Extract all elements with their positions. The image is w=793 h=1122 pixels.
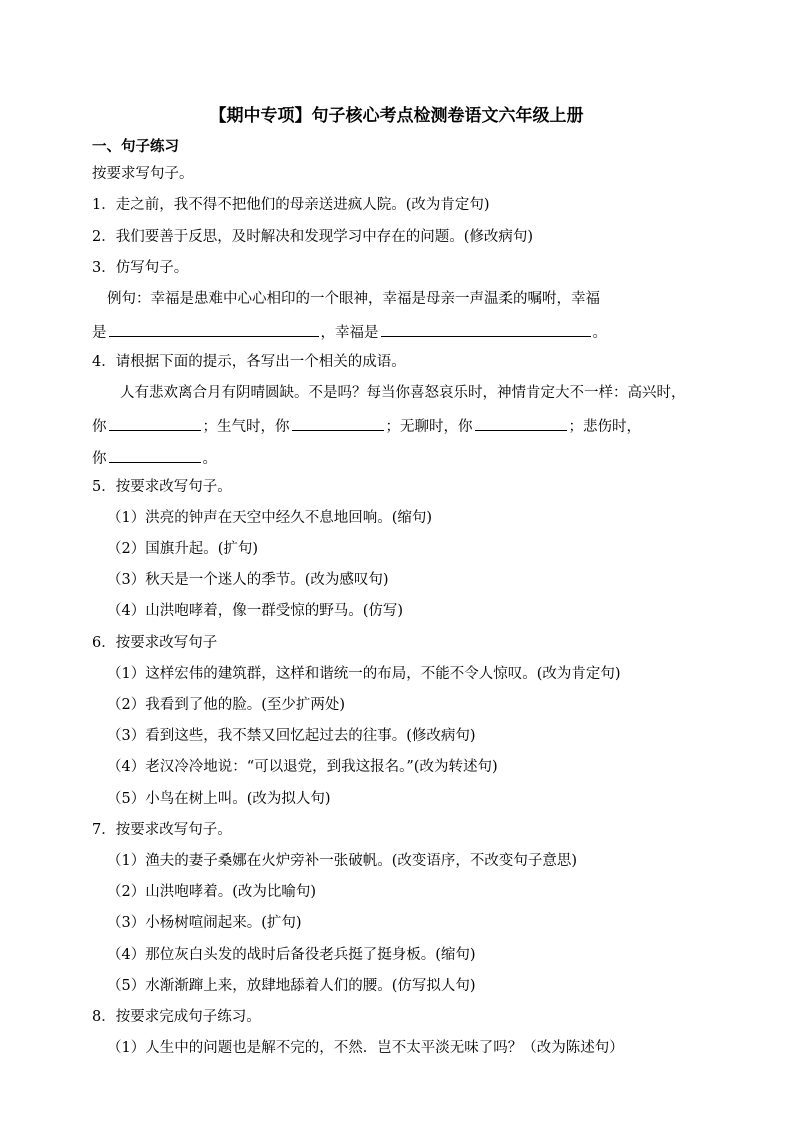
q4-blank-angry[interactable]	[292, 414, 384, 431]
q4-bored-text: ；无聊时，你	[385, 419, 473, 435]
page-title: 【期中专项】句子核心考点检测卷语文六年级上册	[209, 106, 584, 126]
q4-blank-sad[interactable]	[109, 446, 201, 463]
q3-prefix: 是	[92, 325, 107, 341]
question-6-item: （5）小鸟在树上叫。(改为拟人句)	[107, 791, 331, 807]
question-3-stem: 3．仿写句子。	[92, 260, 189, 276]
q4-you-last: 你	[92, 451, 107, 467]
q3-end: 。	[592, 325, 607, 341]
question-6-item: （2）我看到了他的脸。(至少扩两处)	[107, 697, 346, 713]
question-5-stem: 5．按要求改写句子。	[92, 479, 232, 495]
question-5-item: （2）国旗升起。(扩句)	[107, 541, 259, 557]
question-7-item: （2）山洪咆哮着。(改为比喻句)	[107, 884, 317, 900]
q4-blank-bored[interactable]	[475, 414, 567, 431]
question-6-item: （4）老汉冷冷地说：“可以退党，到我这报名。”(改为转述句)	[107, 759, 498, 775]
question-7-item: （1）渔夫的妻子桑娜在火炉旁补一张破帆。(改变语序，不改变句子意思)	[107, 853, 578, 869]
question-6-item: （1）这样宏伟的建筑群，这样和谐统一的布局，不能不令人惊叹。(改为肯定句)	[107, 666, 621, 682]
question-2: 2．我们要善于反思，及时解决和发现学习中存在的问题。(修改病句)	[92, 229, 534, 245]
q4-end: 。	[202, 451, 217, 467]
question-7-item: （4）那位灰白头发的战时后备役老兵挺了挺身板。(缩句)	[107, 947, 476, 963]
q3-blank-2[interactable]	[381, 320, 591, 337]
question-5-item: （3）秋天是一个迷人的季节。(改为感叹句)	[107, 572, 389, 588]
q4-blank-happy[interactable]	[109, 414, 201, 431]
q4-you: 你	[92, 419, 107, 435]
question-4-answer-line-2	[92, 446, 217, 469]
question-3-example: 例句：幸福是患难中心心相印的一个眼神，幸福是母亲一声温柔的嘱咐，幸福	[107, 291, 600, 307]
q3-blank-1[interactable]	[109, 320, 319, 337]
q3-mid: ，幸福是	[320, 325, 379, 341]
question-4-answer-line	[92, 414, 641, 437]
q4-angry-text: ；生气时，你	[202, 419, 290, 435]
instruction: 按要求写句子。	[92, 166, 194, 182]
question-6-stem: 6．按要求改写句子	[92, 635, 218, 651]
question-5-item: （1）洪亮的钟声在天空中经久不息地回响。(缩句)	[107, 510, 433, 526]
question-3-answer-line	[92, 320, 607, 343]
question-4-passage: 人有悲欢离合月有阴晴圆缺。不是吗？每当你喜怒哀乐时，神情肯定大不一样：高兴时，	[120, 385, 686, 401]
q4-sad-text: ；悲伤时，	[568, 419, 641, 435]
question-5-item: （4）山洪咆哮着，像一群受惊的野马。(仿写)	[107, 603, 404, 619]
question-7-item: （5）水渐渐蹿上来，放肆地舔着人们的腰。(仿写拟人句)	[107, 978, 476, 994]
question-8-stem: 8．按要求完成句子练习。	[92, 1009, 261, 1025]
question-7-stem: 7．按要求改写句子。	[92, 822, 232, 838]
question-4-stem: 4．请根据下面的提示，各写出一个相关的成语。	[92, 354, 406, 370]
question-7-item: （3）小杨树喧闹起来。(扩句)	[107, 915, 302, 931]
question-6-item: （3）看到这些，我不禁又回忆起过去的往事。(修改病句)	[107, 728, 476, 744]
question-1: 1．走之前，我不得不把他们的母亲送进疯人院。(改为肯定句)	[92, 197, 490, 213]
question-8-item: （1）人生中的问题也是解不完的，不然．岂不太平淡无味了吗？（改为陈述句）	[107, 1040, 624, 1056]
section-heading: 一、句子练习	[92, 139, 179, 155]
